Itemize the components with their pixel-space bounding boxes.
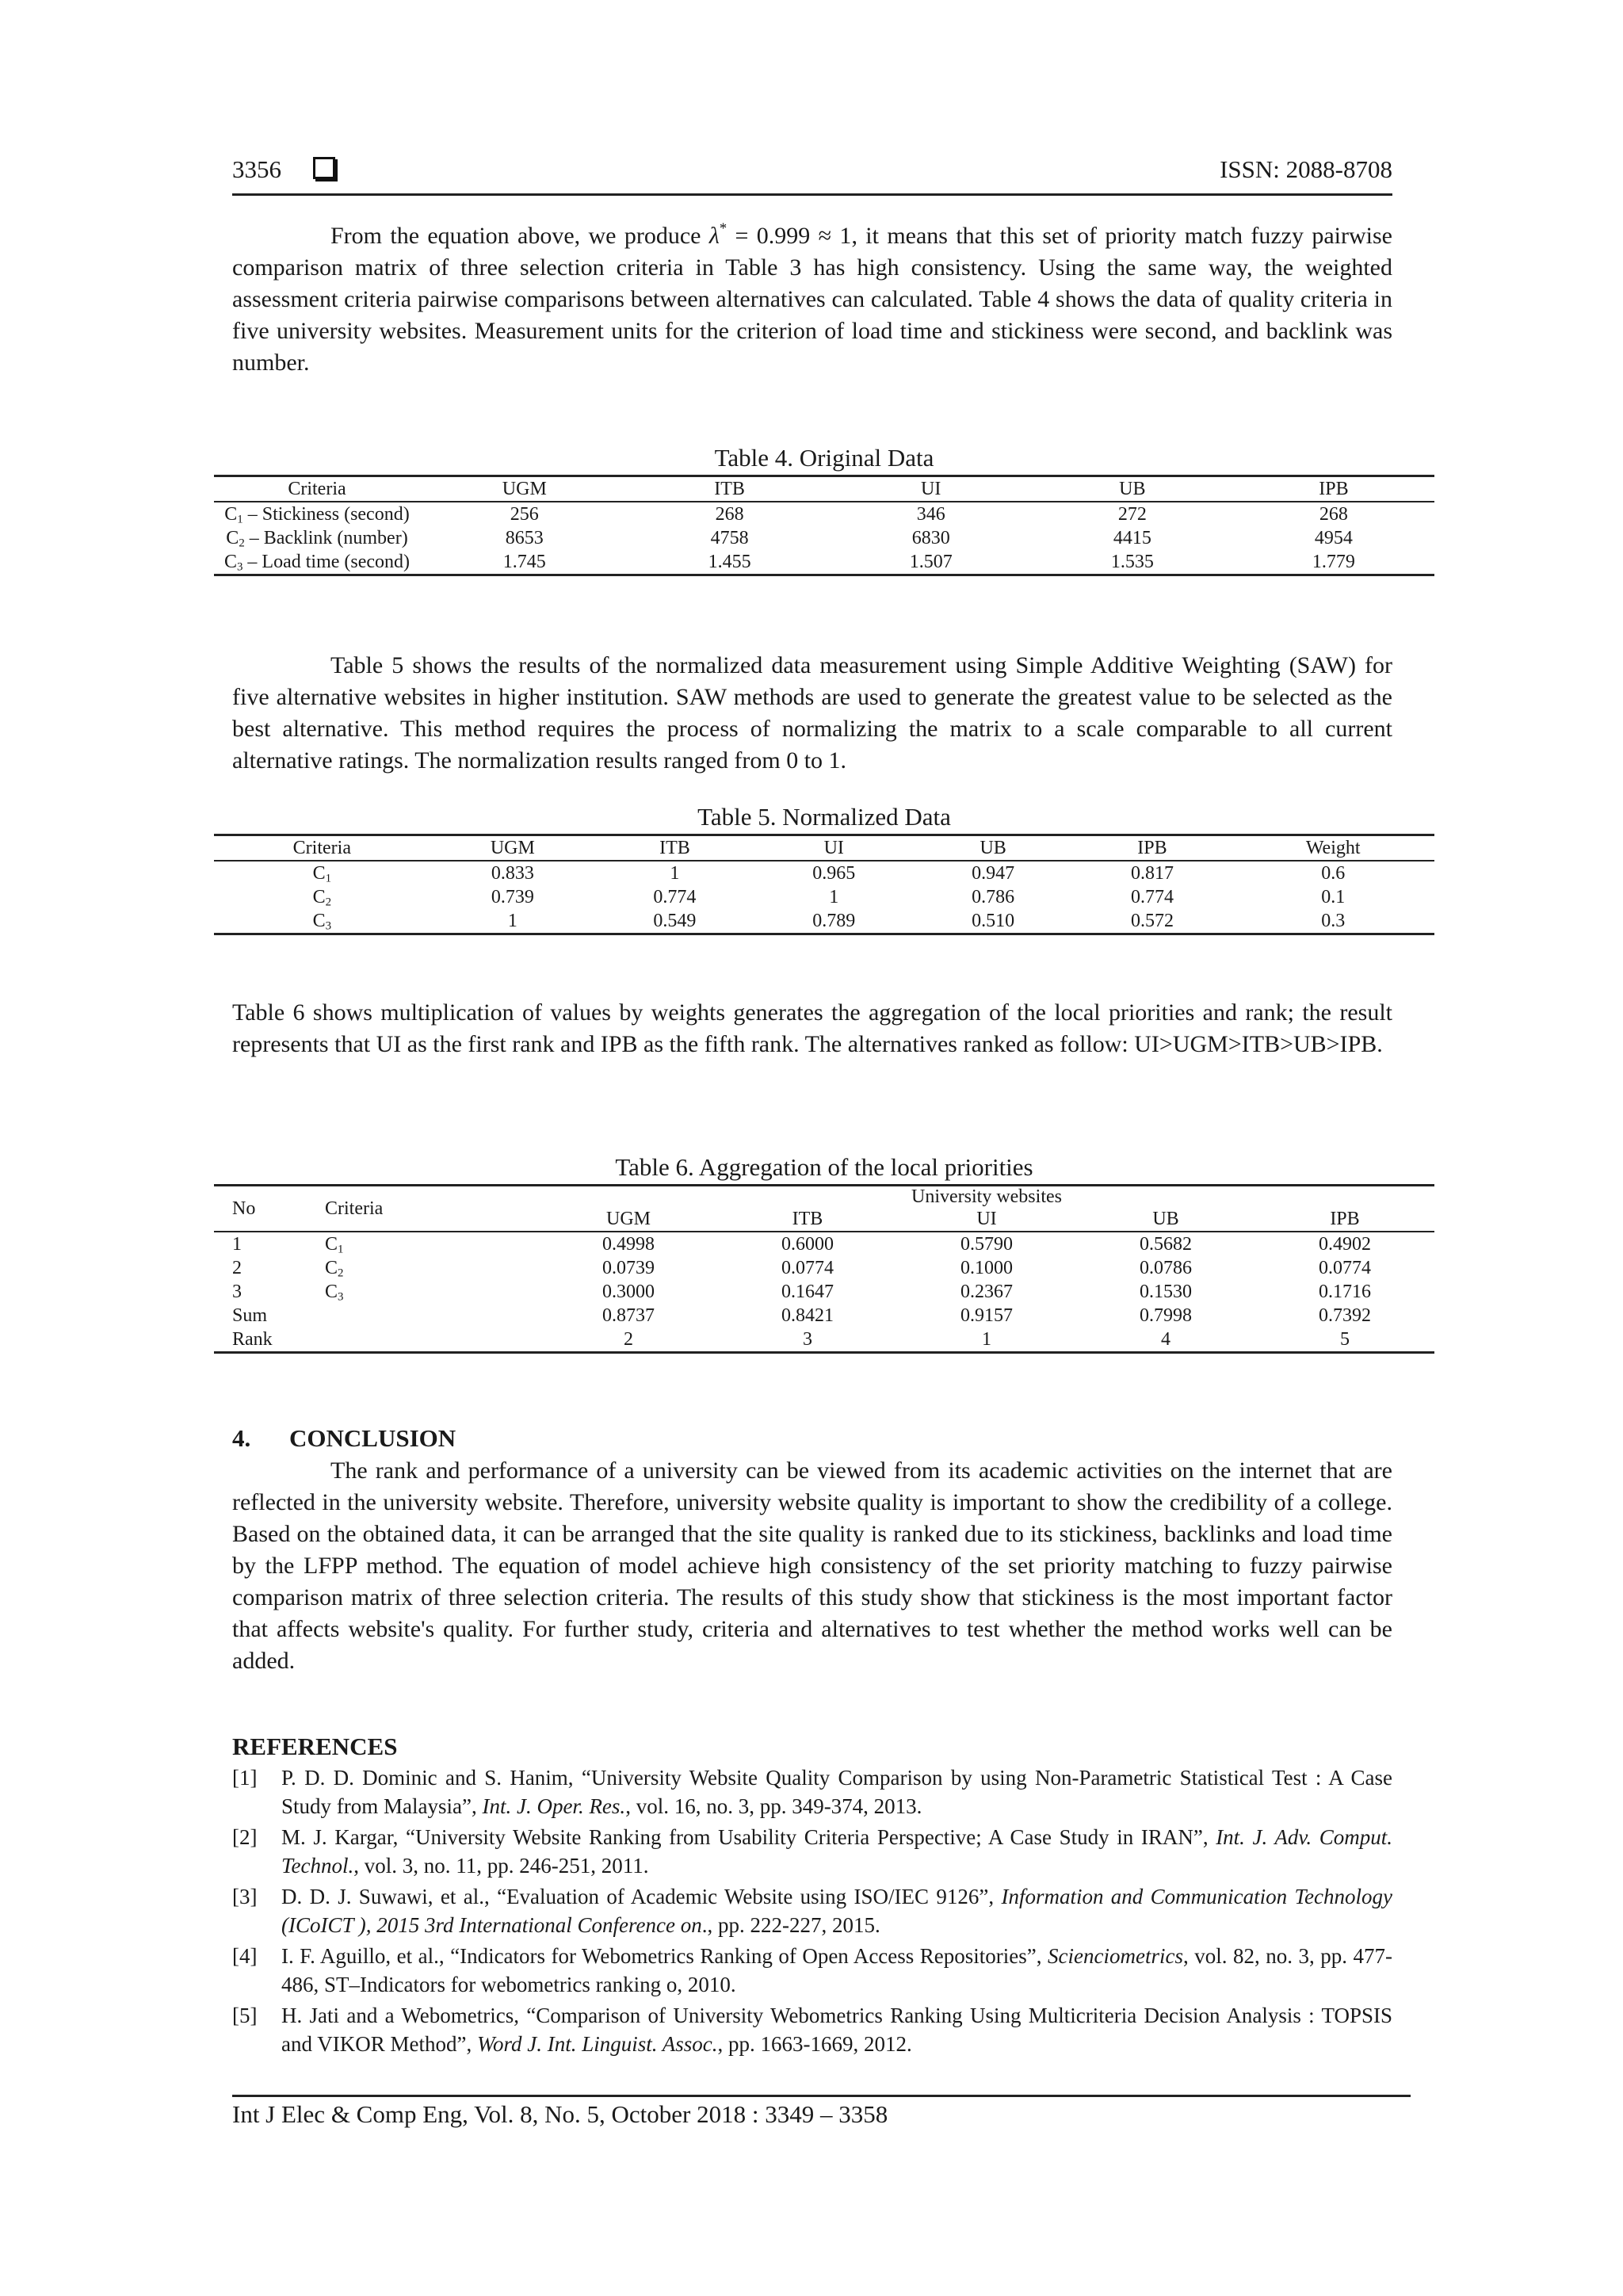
table-row	[214, 550, 1434, 575]
table5-criteria-1-subscript: 2	[325, 896, 332, 909]
table4-criteria-0-subscript: 1	[237, 513, 243, 526]
table4-cell: 4758	[710, 528, 749, 548]
footer-divider	[232, 2095, 1411, 2097]
reference-venue: Int. J. Adv. Comput. Technol.	[281, 1825, 1392, 1878]
table-row	[214, 526, 1434, 550]
table4-header-0: Criteria	[214, 476, 420, 502]
table4-cell: 4415	[1113, 528, 1151, 548]
table6-no: Sum	[232, 1305, 268, 1326]
table6-cell: 0.7392	[1319, 1305, 1371, 1326]
table4-cell: 268	[715, 504, 744, 525]
section-heading	[232, 1424, 456, 1453]
reference-item	[232, 1942, 1392, 1999]
reference-details: ., pp. 222-227, 2015.	[701, 1913, 880, 1937]
reference-number: [4]	[232, 1944, 258, 1968]
lambda-star: *	[719, 220, 727, 237]
table4-cell: 1.455	[629, 550, 831, 575]
table4-header-5: IPB	[1233, 476, 1434, 502]
references-heading: REFERENCES	[232, 1733, 398, 1760]
table5-cell: 0.774	[653, 887, 697, 907]
table4-cell: 1.535	[1032, 550, 1233, 575]
reference-text	[281, 1823, 1392, 1880]
para1-end: , it means that this set of priority match fuzzy pairwise comparison matrix of three selection criteria in Table 3 has high consistency. Using the same way, the weighted assessment criteria pairwise comparisons between alternatives can calculated. Table 4 shows the data of quality criteria in five university websites. Measurement units for the criterion of load time and stickiness were second, and backlink was number.	[232, 223, 1392, 376]
table4-criteria-2: $C_3$ – Load time (second)	[214, 550, 420, 575]
table6-criteria-2-subscript: 3	[338, 1290, 344, 1304]
table6-cell: 0.8737	[602, 1305, 655, 1326]
reference-item	[232, 1763, 1392, 1820]
table4-cell: 256	[510, 504, 539, 525]
table4-cell: 4954	[1314, 528, 1353, 548]
table6-no: 1	[232, 1234, 242, 1255]
reference-details: , vol. 82, no. 3, pp. 477-486, ST–Indicators for webometrics ranking o, 2010.	[281, 1944, 1392, 1996]
table6-cell: 0.4902	[1319, 1234, 1371, 1255]
table6-header-1: ITB	[718, 1207, 897, 1232]
equation-value: = 0.999 ≈ 1	[727, 223, 852, 249]
table6-no: Rank	[214, 1328, 325, 1353]
table6-cell: 0.5682	[1140, 1234, 1192, 1255]
issn: ISSN: 2088-8708	[1220, 155, 1392, 183]
table4-cell: 1.507	[831, 550, 1032, 575]
reference-text	[281, 1942, 1392, 1999]
reference-venue: Information and Communication Technology (ICoICT ), 2015 3rd International Conference on	[281, 1885, 1392, 1937]
table6	[214, 1184, 1434, 1354]
table6-header-4: IPB	[1255, 1207, 1434, 1232]
table5-criteria-2-subscript: 3	[325, 919, 332, 933]
reference-venue: Scienciometrics	[1048, 1944, 1183, 1968]
table6-cell: 0.6000	[781, 1234, 834, 1255]
section-number: 4.	[232, 1424, 251, 1452]
reference-details: , vol. 3, no. 11, pp. 246-251, 2011.	[353, 1854, 649, 1878]
table4-criteria-1-subscript: 2	[239, 537, 245, 550]
table5-header-1: UGM	[430, 835, 595, 861]
table5-caption: Table 5. Normalized Data	[697, 803, 951, 831]
table5-header-3: UI	[754, 835, 914, 861]
table6-no: 2	[232, 1258, 242, 1278]
paragraph-intro	[232, 220, 1392, 379]
table5-cell: 0.549	[595, 909, 754, 934]
table5-criteria-2: $C_3$	[214, 909, 430, 934]
table6-cell: 2	[539, 1328, 718, 1353]
lambda-symbol: λ	[708, 223, 720, 249]
table5-criteria-0-subscript: 1	[325, 872, 332, 885]
table6-cell: 1	[897, 1328, 1076, 1353]
table6-cell: 0.9157	[960, 1305, 1013, 1326]
table4-cell: 272	[1117, 504, 1147, 525]
para1-start: From the equation above, we produce	[330, 223, 709, 249]
table5-header-0: Criteria	[214, 835, 430, 861]
table5-cell: 0.833	[491, 863, 534, 884]
reference-text	[281, 1763, 1392, 1820]
table6-criteria-1-subscript: 2	[338, 1266, 344, 1280]
table5-criteria-0: $C_1$	[312, 863, 332, 885]
reference-venue: Int. J. Oper. Res.	[482, 1794, 626, 1818]
reference-text	[281, 2001, 1392, 2058]
section-title: CONCLUSION	[289, 1424, 456, 1452]
table5-cell: 0.774	[1130, 887, 1174, 907]
table5-cell: 0.6	[1321, 863, 1346, 884]
table-row	[214, 885, 1434, 909]
table4-criteria-0: $C_1$ – Stickiness (second)	[224, 504, 410, 526]
table5-cell: 1	[430, 909, 595, 934]
table5-header-5: IPB	[1073, 835, 1232, 861]
references-list	[232, 1763, 1392, 2061]
table6-cell: 4	[1076, 1328, 1255, 1353]
table5-cell: 1	[670, 863, 680, 884]
square-bullet-icon	[313, 157, 335, 179]
table5-cell: 0.947	[972, 863, 1015, 884]
table6-cell: 0.4998	[602, 1234, 655, 1255]
table4-cell: 346	[916, 504, 945, 525]
table6-cell: 0.0774	[1319, 1258, 1371, 1278]
table4-cell: 268	[1319, 504, 1348, 525]
table6-criteria-2: $C_3$	[325, 1282, 344, 1304]
table6-caption: Table 6. Aggregation of the local priorities	[615, 1153, 1033, 1181]
table6-header-3: UB	[1076, 1207, 1255, 1232]
table5-cell: 1	[829, 887, 839, 907]
reference-authors-title: I. F. Aguillo, et al., “Indicators for Webometrics Ranking of Open Access Repositories”,	[281, 1944, 1048, 1968]
reference-details: , vol. 16, no. 3, pp. 349-374, 2013.	[625, 1794, 922, 1818]
reference-item	[232, 1882, 1392, 1939]
table4-header-4: UB	[1032, 476, 1233, 502]
table5-cell: 0.739	[491, 887, 534, 907]
table6-cell: 0.1000	[960, 1258, 1013, 1278]
table6-cell: 0.0774	[781, 1258, 834, 1278]
table4-criteria-2-subscript: 3	[236, 560, 243, 574]
reference-authors-title: M. J. Kargar, “University Website Ranking from Usability Criteria Perspective; A Case Study in IRAN”,	[281, 1825, 1216, 1849]
table-row	[214, 502, 1434, 526]
table5-cell: 0.789	[754, 909, 914, 934]
reference-number: [1]	[232, 1766, 258, 1790]
table6-header-group: University websites	[539, 1186, 1434, 1208]
table4-header-2: ITB	[629, 476, 831, 502]
table6-cell: 0.5790	[960, 1234, 1013, 1255]
table5-header-2: ITB	[595, 835, 754, 861]
table4-cell: 1.779	[1233, 550, 1434, 575]
table6-cell: 0.0739	[602, 1258, 655, 1278]
table6-cell: 0.1647	[781, 1282, 834, 1302]
reference-text	[281, 1882, 1392, 1939]
page-number: 3356	[232, 155, 281, 183]
table6-cell: 0.8421	[781, 1305, 834, 1326]
table6-no: 3	[232, 1282, 242, 1302]
table6-header-0: UGM	[539, 1207, 718, 1232]
table5-cell: 0.786	[972, 887, 1015, 907]
reference-authors-title: P. D. D. Dominic and S. Hanim, “University Website Quality Comparison by using Non-Parametric Statistical Test : A Case Study from Malaysia”,	[281, 1766, 1392, 1818]
table6-cell: 0.3000	[602, 1282, 655, 1302]
reference-item	[232, 2001, 1392, 2058]
reference-authors-title: H. Jati and a Webometrics, “Comparison of University Webometrics Ranking Using Multicriteria Decision Analysis : TOPSIS and VIKOR Method”,	[281, 2004, 1392, 2056]
table-row	[214, 909, 1434, 934]
table-row	[214, 1256, 1434, 1280]
table4-header-3: UI	[831, 476, 1032, 502]
reference-number: [3]	[232, 1885, 258, 1908]
table6-criteria-0-subscript: 1	[338, 1243, 344, 1256]
table6-criteria-3	[325, 1304, 539, 1328]
table5-header-6: Weight	[1232, 835, 1434, 861]
table5-criteria-1: $C_2$	[312, 887, 332, 909]
table-row	[214, 1232, 1434, 1256]
table4-cell: 8653	[505, 528, 544, 548]
paragraph-saw: Table 5 shows the results of the normalized data measurement using Simple Additive Weighting (SAW) for five alternative websites in higher institution. SAW methods are used to generate the greatest value to be selected as the best alternative. This method requires the process of normalizing the matrix to a scale comparable to all current alternative ratings. The normalization results ranged from 0 to 1.	[232, 652, 1392, 774]
table4-cell: 6830	[911, 528, 950, 548]
table5-cell: 0.3	[1232, 909, 1434, 934]
reference-details: , pp. 1663-1669, 2012.	[717, 2032, 912, 2056]
table6-cell: 0.0786	[1140, 1258, 1192, 1278]
paragraph-conclusion: The rank and performance of a university can be viewed from its academic activities on the internet that are reflected in the university website. Therefore, university website quality is important to show the credibility of a college. Based on the obtained data, it can be arranged that the site quality is ranked due to its stickiness, backlinks and load time by the LFPP method. The equation of model achieve high consistency of the set priority matching to fuzzy pairwise comparison matrix of three selection criteria. The results of this study show that stickiness is the most important factor that affects website's quality. For further study, criteria and alternatives to test whether the method works well can be added.	[232, 1457, 1392, 1674]
page-number-group	[232, 155, 335, 184]
table-row	[214, 861, 1434, 885]
table6-cell: 5	[1255, 1328, 1434, 1353]
table6-criteria-1: $C_2$	[325, 1258, 344, 1280]
table6-criteria-0: $C_1$	[325, 1234, 344, 1256]
paragraph-ranking: Table 6 shows multiplication of values by weights generates the aggregation of the local priorities and rank; the result represents that UI as the first rank and IPB as the fifth rank. The alternatives ranked as follow: UI>UGM>ITB>UB>IPB.	[232, 999, 1392, 1057]
table6-cell: 0.2367	[960, 1282, 1013, 1302]
table5-cell: 0.510	[914, 909, 1073, 934]
table-row	[214, 1328, 1434, 1353]
table5-cell: 0.965	[812, 863, 856, 884]
table5	[214, 834, 1434, 935]
table4-header-1: UGM	[420, 476, 629, 502]
reference-venue: Word J. Int. Linguist. Assoc.	[476, 2032, 718, 2056]
table6-cell: 3	[718, 1328, 897, 1353]
table-row	[214, 1304, 1434, 1328]
reference-item	[232, 1823, 1392, 1880]
table6-cell: 0.1716	[1319, 1282, 1371, 1302]
table6-cell: 0.7998	[1140, 1305, 1192, 1326]
table5-cell: 0.817	[1130, 863, 1174, 884]
table4-cell: 1.745	[420, 550, 629, 575]
reference-number: [2]	[232, 1825, 258, 1849]
reference-number: [5]	[232, 2004, 258, 2027]
table6-header-no: No	[214, 1186, 325, 1232]
table5-header-4: UB	[914, 835, 1073, 861]
table5-cell: 0.572	[1073, 909, 1232, 934]
table4-criteria-1: $C_2$ – Backlink (number)	[226, 528, 408, 550]
table4	[214, 475, 1434, 576]
table-row	[214, 1280, 1434, 1304]
table6-criteria-4	[325, 1328, 539, 1353]
footer-citation: Int J Elec & Comp Eng, Vol. 8, No. 5, October 2018 : 3349 – 3358	[232, 2100, 888, 2128]
table5-cell: 0.1	[1321, 887, 1346, 907]
page-header	[232, 155, 1392, 196]
table4-caption: Table 4. Original Data	[714, 444, 934, 472]
reference-authors-title: D. D. J. Suwawi, et al., “Evaluation of Academic Website using ISO/IEC 9126”,	[281, 1885, 1002, 1908]
table6-header-criteria: Criteria	[325, 1186, 539, 1232]
table6-header-2: UI	[897, 1207, 1076, 1232]
table6-cell: 0.1530	[1140, 1282, 1192, 1302]
